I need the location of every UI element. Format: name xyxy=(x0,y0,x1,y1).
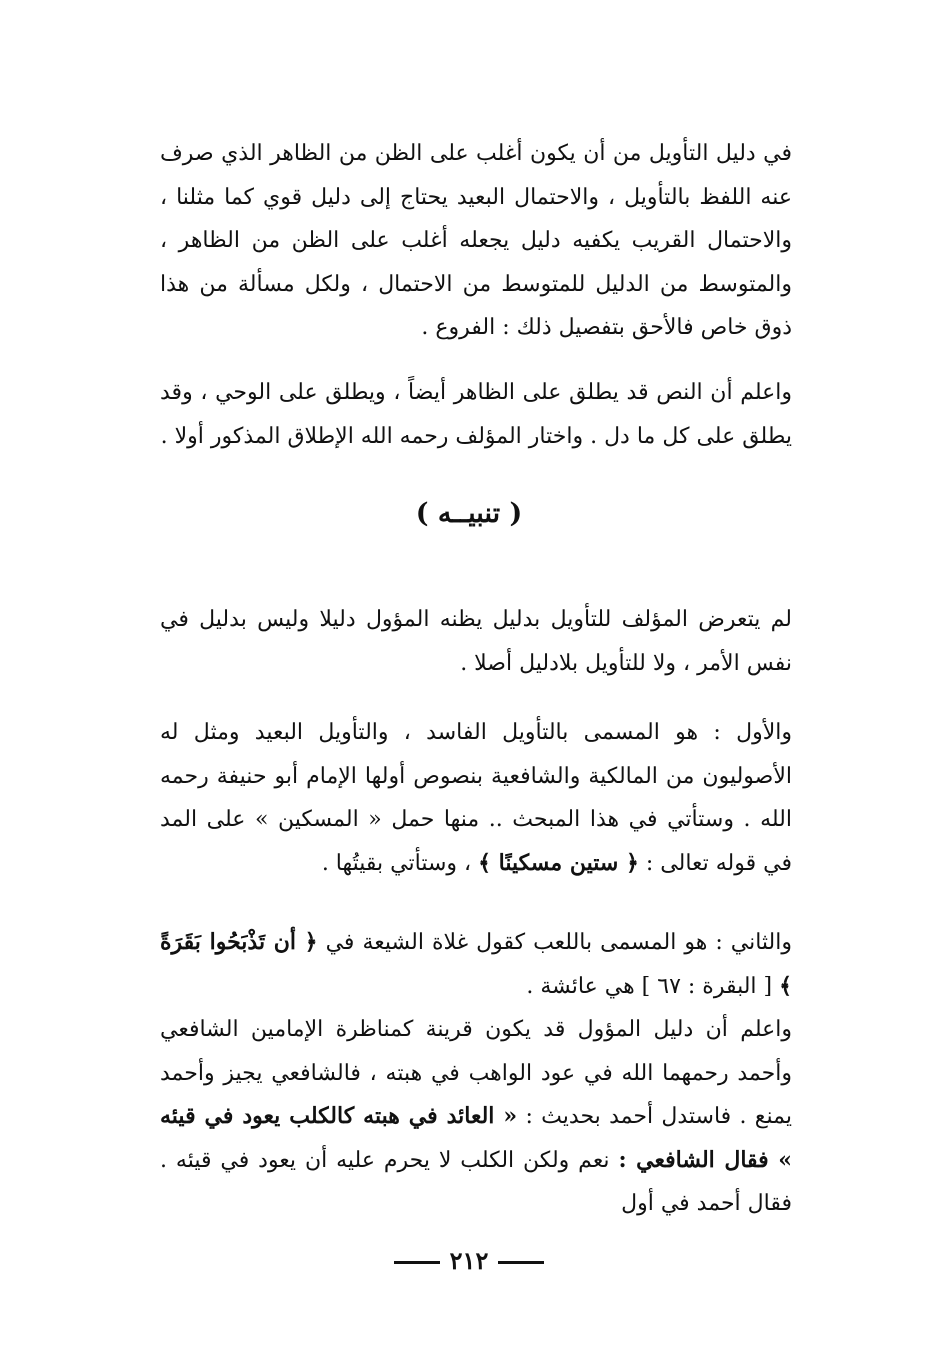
quran-verse-1: ﴿ ستين مسكينًا ﴾ xyxy=(478,849,639,876)
paragraph-4 xyxy=(160,711,792,885)
paragraph-5-text-a: والثاني : هو المسمى باللعب كقول غلاة الشيعة في xyxy=(317,930,792,955)
page-number xyxy=(0,1246,938,1275)
page-number-text: ٢١٢ xyxy=(449,1246,489,1275)
paragraph-5-text-b: [ البقرة : ٦٧ ] هي عائشة . xyxy=(526,973,780,999)
paragraph-5-text-d: نعم ولكن الكلب لا يحرم عليه أن يعود في قيئه . فقال أحمد في أول xyxy=(160,1147,792,1216)
dash-decoration xyxy=(498,1261,544,1264)
paragraph-4-text-b: ، وستأتي بقيتُها . xyxy=(321,850,479,876)
section-heading: ( تنبيــه ) xyxy=(415,498,523,529)
paragraph-1: في دليل التأويل من أن يكون أغلب على الظن من الظاهر الذي صرف عنه اللفظ بالتأويل ، والاحتمال البعيد يحتاج إلى دليل قوي كما مثلنا ، والاحتمال القريب يكفيه دليل يجعله أغلب على الظن من الظاهر ، والمتوسط من الدليل للمتوسط من الاحتمال ، ولكل مسألة من هذا ذوق خاص فالأحق بتفصيل ذلك : الفروع . xyxy=(160,141,792,340)
dash-decoration xyxy=(394,1261,440,1264)
quran-verse-2: ﴿ أن تَذْبَحُوا بَقَرَةً ﴾ xyxy=(160,929,792,999)
paragraph-5-text-c: واعلم أن دليل المؤول قد يكون قرينة كمناظرة الإمامين الشافعي وأحمد رحمهما الله في عود الواهب في هبته ، فالشافعي يجيز وأحمد يمنع . فاستدل أحمد بحديث : xyxy=(160,1017,792,1129)
paragraph-4-text-a: والأول : هو المسمى بالتأويل الفاسد ، والتأويل البعيد ومثل له الأصوليون من المالكية والشافعية بنصوص أولها الإمام أبو حنيفة رحمه الله . وستأتي في هذا المبحث .. منها حمل « المسكين » على المد في قوله تعالى : xyxy=(160,720,792,876)
paragraph-2: واعلم أن النص قد يطلق على الظاهر أيضاً ، ويطلق على الوحي ، وقد يطلق على كل ما دل . واختار المؤلف رحمه الله الإطلاق المذكور أولا . xyxy=(160,380,792,449)
paragraph-5 xyxy=(160,921,792,1226)
paragraph-3: لم يتعرض المؤلف للتأويل بدليل يظنه المؤول دليلا وليس بدليل في نفس الأمر ، ولا للتأويل بلادليل أصلا . xyxy=(160,607,792,676)
hadith-quote: « العائد في هبته كالكلب يعود في قيئه » فقال الشافعي : xyxy=(160,1103,792,1173)
